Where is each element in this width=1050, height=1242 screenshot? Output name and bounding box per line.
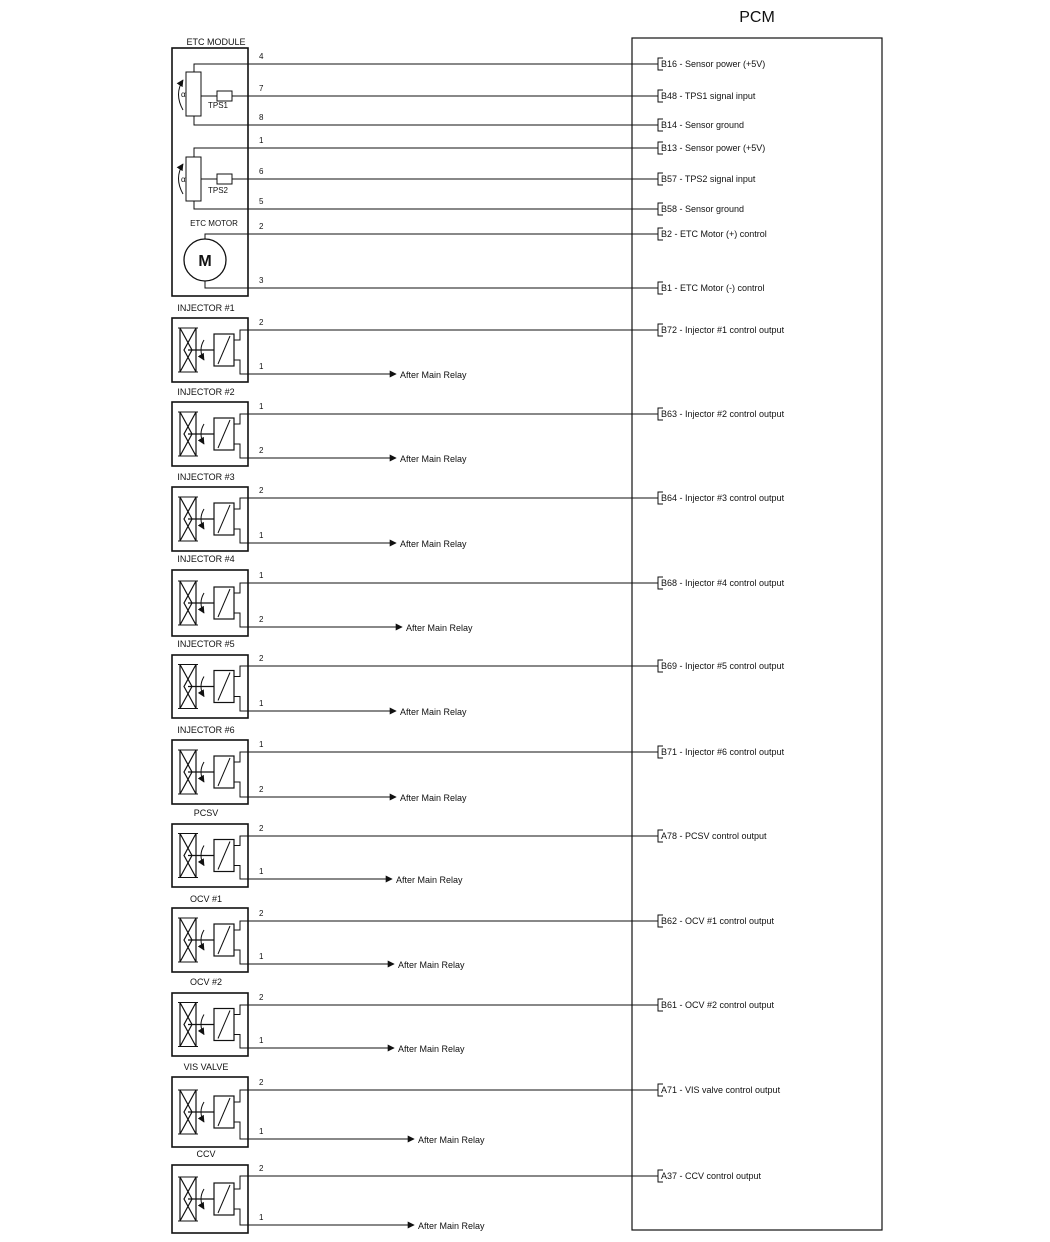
actuator-injector-2 bbox=[172, 387, 785, 466]
tps2-sensor-icon bbox=[179, 148, 249, 209]
pcm-pin-label: 1 bbox=[259, 740, 264, 749]
pcm-terminal-label: B61 - OCV #2 control output bbox=[661, 1000, 775, 1010]
actuator-label: INJECTOR #5 bbox=[177, 639, 235, 649]
actuator-injector-6 bbox=[172, 725, 785, 804]
actuator-ccv bbox=[172, 1149, 762, 1233]
pcm-terminal-label: B14 - Sensor ground bbox=[661, 120, 745, 130]
etc-pin-label: 8 bbox=[259, 113, 264, 122]
pcm-terminal-label: B71 - Injector #6 control output bbox=[661, 747, 785, 757]
after-main-relay-label: After Main Relay bbox=[398, 1044, 465, 1054]
actuator-label: OCV #1 bbox=[189, 894, 223, 904]
pcm-terminal-label: B1 - ETC Motor (-) control bbox=[661, 283, 765, 293]
etc-pin-label: 3 bbox=[259, 276, 264, 285]
pcm-terminal-label: B68 - Injector #4 control output bbox=[661, 578, 785, 588]
pcm-terminal-label: A78 - PCSV control output bbox=[661, 831, 767, 841]
solenoid-valve-icon bbox=[178, 328, 248, 374]
pcm-pin-label: 2 bbox=[259, 993, 264, 1002]
etc-wire-3 bbox=[248, 113, 744, 131]
etc-wire-6 bbox=[248, 197, 744, 215]
etc-wire-2 bbox=[248, 84, 756, 102]
etc-pin-label: 2 bbox=[259, 222, 264, 231]
etc-wire-8 bbox=[248, 276, 765, 294]
pcm-terminal-label: B63 - Injector #2 control output bbox=[661, 409, 785, 419]
pcm-terminal-label: B72 - Injector #1 control output bbox=[661, 325, 785, 335]
pcm-pin-label: 1 bbox=[259, 571, 264, 580]
relay-pin-label: 1 bbox=[259, 531, 264, 540]
actuator-injector-1 bbox=[172, 303, 785, 382]
after-main-relay-label: After Main Relay bbox=[406, 623, 473, 633]
solenoid-valve-icon bbox=[178, 1090, 248, 1139]
relay-pin-label: 2 bbox=[259, 446, 264, 455]
actuator-ocv-2 bbox=[172, 977, 775, 1056]
pcm-pin-label: 2 bbox=[259, 318, 264, 327]
etc-wire-1 bbox=[248, 52, 765, 70]
pcm-terminal-label: B64 - Injector #3 control output bbox=[661, 493, 785, 503]
after-main-relay-label: After Main Relay bbox=[418, 1135, 485, 1145]
relay-pin-label: 1 bbox=[259, 1036, 264, 1045]
pcm-terminal-label: B16 - Sensor power (+5V) bbox=[661, 59, 766, 69]
actuator-label: CCV bbox=[196, 1149, 216, 1159]
pcm-title: PCM bbox=[739, 9, 775, 26]
pcm-terminal-label: B62 - OCV #1 control output bbox=[661, 916, 775, 926]
relay-pin-label: 1 bbox=[259, 1127, 264, 1136]
pcm-terminal-label: A71 - VIS valve control output bbox=[661, 1085, 781, 1095]
pcm-outline bbox=[632, 38, 882, 1230]
after-main-relay-label: After Main Relay bbox=[400, 793, 467, 803]
after-main-relay-label: After Main Relay bbox=[398, 960, 465, 970]
pcm-terminal-label: B13 - Sensor power (+5V) bbox=[661, 143, 766, 153]
actuator-label: INJECTOR #2 bbox=[177, 387, 235, 397]
relay-pin-label: 1 bbox=[259, 952, 264, 961]
pcm-pin-label: 2 bbox=[259, 824, 264, 833]
tps2-label: TPS2 bbox=[208, 186, 229, 195]
etc-pin-label: 1 bbox=[259, 136, 264, 145]
etc-motor-symbol: M bbox=[198, 253, 212, 270]
pcm-pin-label: 2 bbox=[259, 654, 264, 663]
solenoid-valve-icon bbox=[178, 750, 248, 797]
pcm-terminal-label: B57 - TPS2 signal input bbox=[661, 174, 756, 184]
actuator-injector-5 bbox=[172, 639, 785, 718]
pcm-pin-label: 2 bbox=[259, 1078, 264, 1087]
pcm-terminal-label: B2 - ETC Motor (+) control bbox=[661, 229, 767, 239]
etc-motor-icon bbox=[184, 219, 248, 288]
pcm-terminal-label: B48 - TPS1 signal input bbox=[661, 91, 756, 101]
solenoid-valve-icon bbox=[178, 581, 248, 627]
after-main-relay-label: After Main Relay bbox=[418, 1221, 485, 1231]
pcm-block bbox=[632, 9, 882, 1230]
actuator-label: INJECTOR #6 bbox=[177, 725, 235, 735]
relay-pin-label: 2 bbox=[259, 785, 264, 794]
actuator-injector-4 bbox=[172, 554, 785, 636]
relay-pin-label: 1 bbox=[259, 867, 264, 876]
after-main-relay-label: After Main Relay bbox=[400, 454, 467, 464]
solenoid-valve-icon bbox=[178, 1176, 248, 1225]
solenoid-valve-icon bbox=[178, 1003, 248, 1049]
solenoid-valve-icon bbox=[178, 918, 248, 964]
actuator-label: INJECTOR #1 bbox=[177, 303, 235, 313]
etc-wire-5 bbox=[248, 167, 756, 185]
tps2-pot-symbol: α bbox=[181, 175, 186, 184]
solenoid-valve-icon bbox=[178, 665, 248, 712]
tps1-label: TPS1 bbox=[208, 101, 229, 110]
pcm-pin-label: 2 bbox=[259, 909, 264, 918]
actuator-label: VIS VALVE bbox=[183, 1062, 229, 1072]
etc-motor-label: ETC MOTOR bbox=[190, 219, 238, 228]
solenoid-valve-icon bbox=[178, 412, 248, 458]
actuator-vis-valve bbox=[172, 1062, 781, 1147]
pcm-terminal-label: B69 - Injector #5 control output bbox=[661, 661, 785, 671]
solenoid-valve-icon bbox=[178, 497, 248, 543]
etc-pin-label: 6 bbox=[259, 167, 264, 176]
etc-wire-4 bbox=[248, 136, 765, 154]
relay-pin-label: 2 bbox=[259, 615, 264, 624]
relay-pin-label: 1 bbox=[259, 1213, 264, 1222]
actuator-label: INJECTOR #3 bbox=[177, 472, 235, 482]
actuator-injector-3 bbox=[172, 472, 785, 551]
solenoid-valve-icon bbox=[178, 834, 248, 880]
pcm-pin-label: 2 bbox=[259, 1164, 264, 1173]
actuator-pcsv bbox=[172, 808, 767, 887]
tps1-pot-symbol: α bbox=[181, 90, 186, 99]
pcm-pin-label: 2 bbox=[259, 486, 264, 495]
pcm-terminal-label: A37 - CCV control output bbox=[661, 1171, 762, 1181]
after-main-relay-label: After Main Relay bbox=[400, 707, 467, 717]
actuator-label: INJECTOR #4 bbox=[177, 554, 235, 564]
after-main-relay-label: After Main Relay bbox=[396, 875, 463, 885]
etc-module-label: ETC MODULE bbox=[186, 37, 246, 47]
after-main-relay-label: After Main Relay bbox=[400, 370, 467, 380]
relay-pin-label: 1 bbox=[259, 362, 264, 371]
etc-pin-label: 5 bbox=[259, 197, 264, 206]
pcm-pin-label: 1 bbox=[259, 402, 264, 411]
actuator-ocv-1 bbox=[172, 894, 775, 972]
etc-pin-label: 7 bbox=[259, 84, 264, 93]
pcm-terminal-label: B58 - Sensor ground bbox=[661, 204, 745, 214]
actuator-label: PCSV bbox=[193, 808, 219, 818]
after-main-relay-label: After Main Relay bbox=[400, 539, 467, 549]
etc-wire-7 bbox=[248, 222, 767, 240]
etc-module bbox=[172, 37, 767, 296]
actuator-label: OCV #2 bbox=[189, 977, 223, 987]
tps1-sensor-icon bbox=[179, 64, 249, 125]
relay-pin-label: 1 bbox=[259, 699, 264, 708]
etc-pin-label: 4 bbox=[259, 52, 264, 61]
